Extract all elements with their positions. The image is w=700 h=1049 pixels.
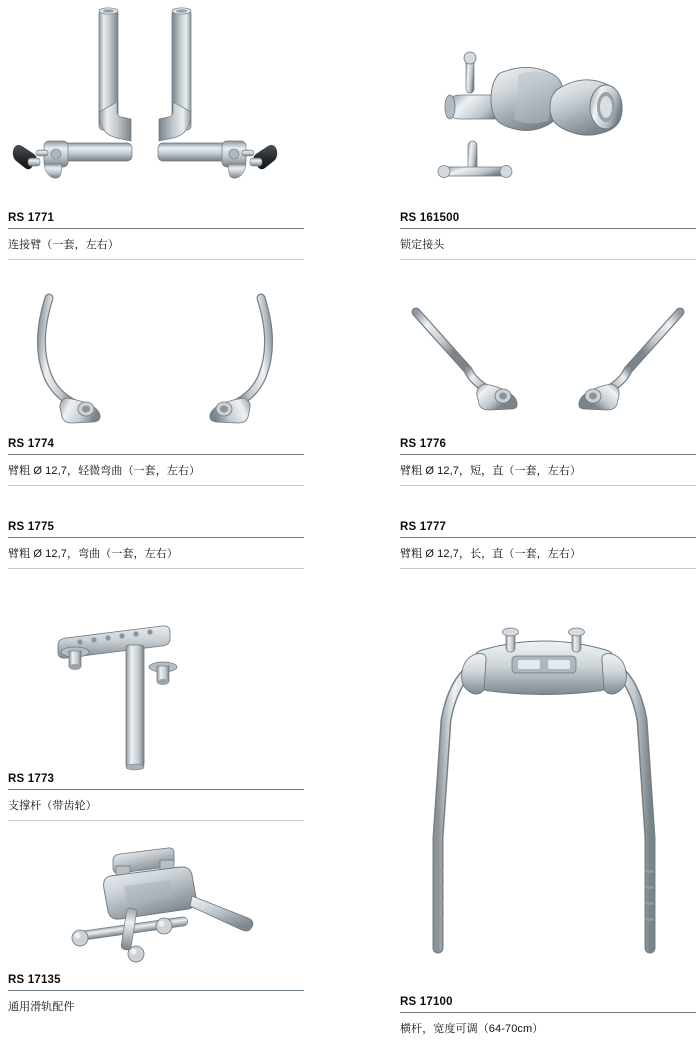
figure-locking-joint: [430, 45, 660, 190]
product-code: RS 17100: [400, 995, 696, 1013]
catalog-entry-rs1773: [8, 772, 304, 821]
catalog-entry-rs161500: [400, 211, 696, 260]
figure-double-arm-clamp-pair: [0, 0, 300, 205]
catalog-entry-rs17100: [400, 995, 696, 1043]
product-description: 横杆，宽度可调（64-70cm）: [400, 1023, 544, 1035]
product-description: 臂粗 Ø 12,7，轻微弯曲（一套，左右）: [8, 455, 304, 486]
product-description: 支撑杆（带齿轮）: [8, 790, 304, 821]
product-description: 连接臂（一套，左右）: [8, 229, 304, 260]
catalog-entry-rs1771: [8, 211, 304, 260]
product-description: 臂粗 Ø 12,7，短，直（一套，左右）: [400, 455, 696, 486]
figure-adjustable-crossbar: [420, 620, 670, 988]
product-code: RS 161500: [400, 211, 696, 229]
figure-slightly-curved-arm-pair: [10, 290, 300, 430]
product-code: RS 1773: [8, 772, 304, 790]
product-description: 臂粗 Ø 12,7，弯曲（一套，左右）: [8, 538, 304, 569]
product-code: RS 1777: [400, 520, 696, 538]
product-code: RS 1776: [400, 437, 696, 455]
product-description: 锁定接头: [400, 229, 696, 260]
figure-support-bar-with-gear: [30, 615, 280, 775]
figure-universal-rail-clamp: [30, 838, 280, 973]
catalog-entry-rs1776: [400, 437, 696, 486]
product-code: RS 17135: [8, 973, 304, 991]
product-description: 臂粗 Ø 12,7，长，直（一套，左右）: [400, 538, 696, 569]
product-code: RS 1774: [8, 437, 304, 455]
figure-short-straight-arm-pair: [400, 300, 696, 430]
catalog-entry-rs17135: [8, 973, 304, 1021]
catalog-entry-rs1775: [8, 520, 304, 569]
catalog-entry-rs1777: [400, 520, 696, 569]
catalog-entry-rs1774: [8, 437, 304, 486]
product-description: 通用滑轨配件: [8, 1001, 75, 1013]
product-code: RS 1771: [8, 211, 304, 229]
product-code: RS 1775: [8, 520, 304, 538]
